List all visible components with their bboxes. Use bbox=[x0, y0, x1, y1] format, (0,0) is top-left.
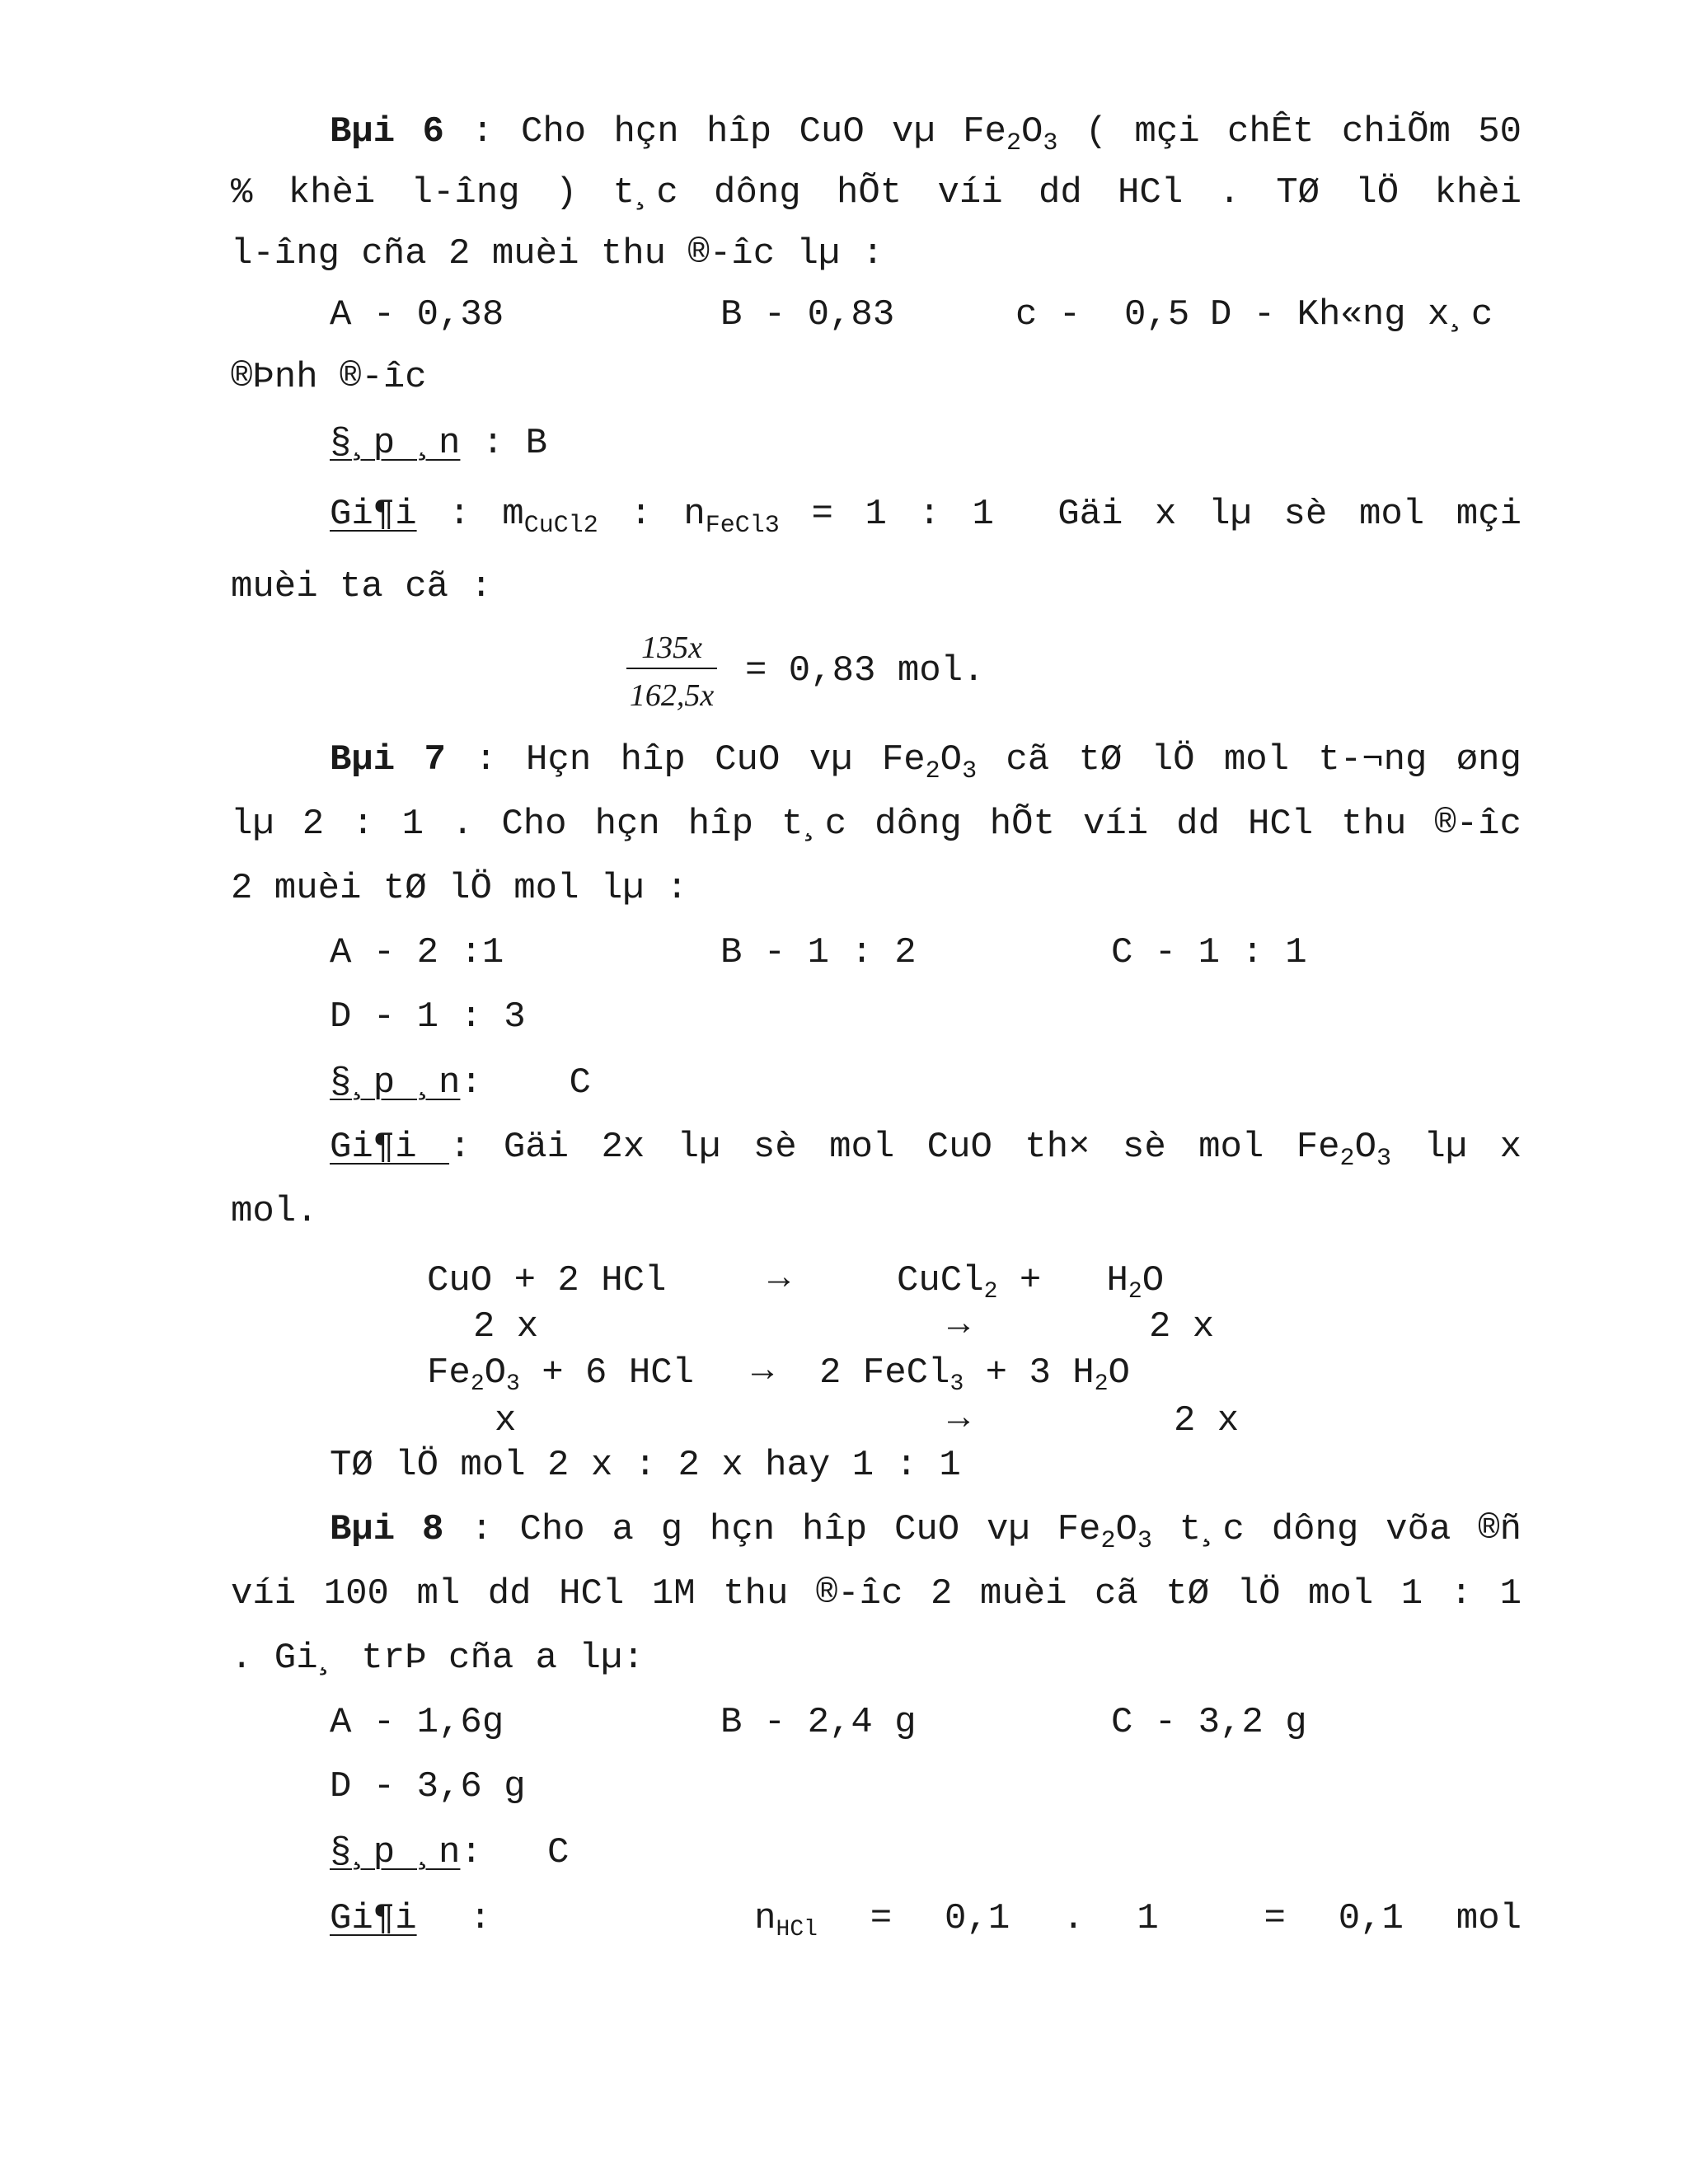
q6-option-d: D - Kh«ng x¸c bbox=[1210, 294, 1493, 335]
fraction-denominator: 162,5x bbox=[629, 678, 715, 713]
eq2-coef-left: x bbox=[495, 1400, 517, 1441]
arrow-icon: → bbox=[948, 1399, 970, 1440]
eq1-reactants: CuO + 2 HCl bbox=[427, 1260, 667, 1301]
q6-solution-line1: Gi¶i : $m_{CuCl2}$ : $n_{FeCl3} = 1$ : 1 Gäi x lµ sè mol mçi bbox=[330, 494, 1522, 540]
arrow-icon: → bbox=[948, 1305, 970, 1346]
q6-line3: l-îng cña 2 muèi thu ®-îc lµ : bbox=[231, 233, 884, 274]
solution-label: Gi¶i bbox=[330, 1898, 417, 1939]
fraction-numerator: 135x bbox=[641, 630, 702, 665]
eq2-coef-right: 2 x bbox=[1174, 1400, 1240, 1441]
q8-solution-line1: Gi¶i : $n_{HCl} = 0,1$ . 1 = 0,1 mol bbox=[330, 1898, 1522, 1943]
q6-line1: Bµi 6 : Cho hçn hîp CuO vµ $Fe_2O_3$ ( mçi chÊt chiÕm 50 bbox=[330, 111, 1522, 157]
fraction-bar bbox=[626, 668, 717, 669]
answer-label: §¸p ¸n bbox=[330, 1062, 461, 1104]
q7-line3: 2 muèi tØ lÖ mol lµ : bbox=[231, 868, 688, 909]
answer-label: §¸p ¸n bbox=[330, 423, 461, 464]
q8-line2: víi 100 ml dd HCl 1M thu ®-îc 2 muèi cã tØ lÖ mol 1 : 1 bbox=[231, 1573, 1522, 1615]
solution-label: Gi¶i bbox=[330, 494, 417, 535]
q8-option-b: B - 2,4 g bbox=[720, 1702, 917, 1743]
q7-option-a: A - 2 :1 bbox=[330, 932, 504, 973]
q6-option-a: A - 0,38 bbox=[330, 294, 504, 335]
q8-answer: §¸p ¸n: C bbox=[330, 1832, 570, 1873]
q8-option-c: C - 3,2 g bbox=[1111, 1702, 1307, 1743]
q6-solution-line2: muèi ta cã : bbox=[231, 566, 492, 607]
q6-line2: % khèi l-îng ) t¸c dông hÕt víi dd HCl . TØ lÖ khèi bbox=[231, 172, 1522, 213]
q7-answer: §¸p ¸n: C bbox=[330, 1062, 591, 1104]
q8-line3: . Gi¸ trÞ cña a lµ: bbox=[231, 1638, 645, 1679]
q8-title: Bµi 8 bbox=[330, 1509, 444, 1550]
answer-label: §¸p ¸n bbox=[330, 1832, 461, 1873]
q8-option-d: D - 3,6 g bbox=[330, 1766, 526, 1807]
eq2-products: 2 FeCl$_3$ + 3 $H_2O$ bbox=[819, 1352, 1130, 1397]
eq1-coef-left: 2 x bbox=[473, 1306, 539, 1347]
q8-option-a: A - 1,6g bbox=[330, 1702, 504, 1743]
q6-title: Bµi 6 bbox=[330, 111, 444, 152]
q6-option-d-cont: ®Þnh ®-îc bbox=[231, 357, 427, 398]
q7-line1: Bµi 7 : Hçn hîp CuO vµ $Fe_2O_3$ cã tØ lÖ mol t-¬ng øng bbox=[330, 739, 1522, 785]
q7-solution-line2: mol. bbox=[231, 1191, 318, 1232]
solution-label: Gi¶i bbox=[330, 1127, 450, 1168]
q7-option-c: C - 1 : 1 bbox=[1111, 932, 1307, 973]
q6-option-c: c - 0,5 bbox=[1015, 294, 1190, 335]
q8-line1: Bµi 8 : Cho a g hçn hîp CuO vµ $Fe_2O_3$ t¸c dông võa ®ñ bbox=[330, 1509, 1522, 1555]
q6-option-b: B - 0,83 bbox=[720, 294, 895, 335]
arrow-icon: → bbox=[768, 1258, 790, 1300]
fraction-result: = 0,83 mol. bbox=[745, 650, 985, 691]
eq1-products: CuCl$_2$ + $H_2O$ bbox=[897, 1260, 1165, 1305]
q7-line2: lµ 2 : 1 . Cho hçn hîp t¸c dông hÕt víi dd HCl thu ®-îc bbox=[231, 804, 1522, 845]
q7-conclusion: TØ lÖ mol 2 x : 2 x hay 1 : 1 bbox=[330, 1445, 961, 1486]
q7-option-d: D - 1 : 3 bbox=[330, 996, 526, 1038]
arrow-icon: → bbox=[752, 1351, 774, 1392]
eq2-reactants: $Fe_2O_3 + 6$ HCl bbox=[427, 1352, 695, 1397]
q7-title: Bµi 7 bbox=[330, 739, 446, 780]
q7-option-b: B - 1 : 2 bbox=[720, 932, 917, 973]
eq1-coef-right: 2 x bbox=[1149, 1306, 1215, 1347]
q6-answer: §¸p ¸n : B bbox=[330, 423, 548, 464]
q7-solution-line1: Gi¶i : Gäi 2x lµ sè mol CuO th× sè mol $Fe_2O_3$ lµ x bbox=[330, 1127, 1522, 1173]
